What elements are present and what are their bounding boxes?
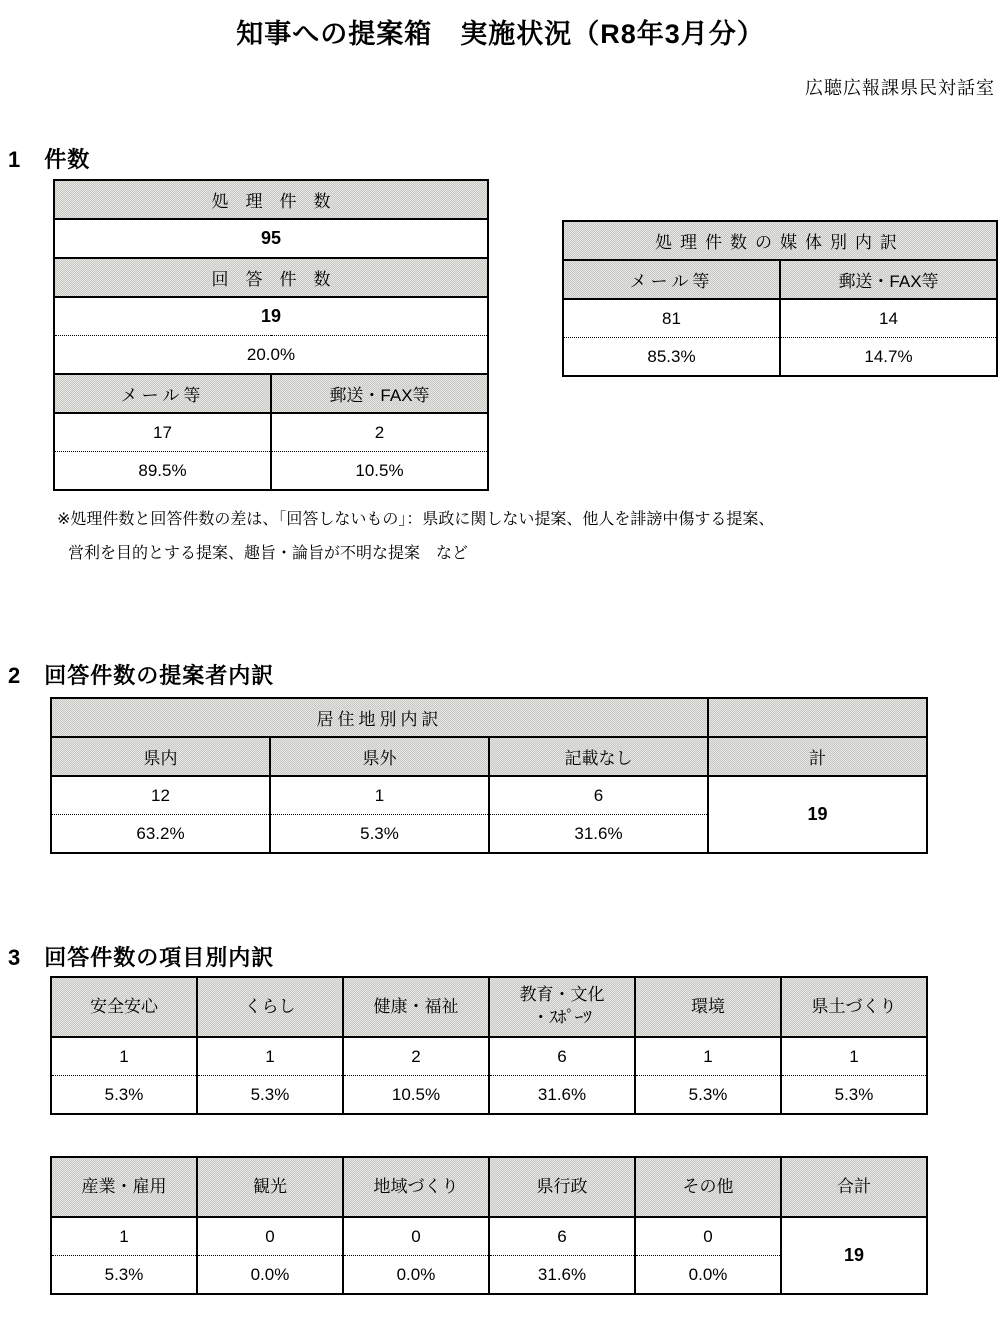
cat-other-header: その他: [635, 1157, 781, 1217]
answered-count-percent: 20.0%: [54, 336, 488, 375]
cat-living-count: 1: [197, 1037, 343, 1076]
section3-heading: 3 回答件数の項目別内訳: [8, 945, 275, 970]
media-mail-header: メール等: [563, 260, 780, 299]
answered-count-value: 19: [54, 297, 488, 336]
mail-count: 17: [54, 413, 271, 452]
page-title: 知事への提案箱 実施状況（R8年3月分）: [236, 19, 765, 49]
cat-health-welfare-count: 2: [343, 1037, 489, 1076]
cat-living-header: くらし: [197, 977, 343, 1037]
cat-region-dev-count: 0: [343, 1217, 489, 1256]
residence-group-header: 居住地別内訳: [51, 698, 708, 737]
cat-industry-percent: 5.3%: [51, 1256, 197, 1295]
category-table-2: [50, 1156, 928, 1295]
out-pref-header: 県外: [270, 737, 489, 776]
footnote-line-1: ※処理件数と回答件数の差は、「回答しないもの」：県政に関しない提案、他人を誹謗中傷する提案、: [57, 511, 775, 528]
cat-tourism-count: 0: [197, 1217, 343, 1256]
cat-tourism-percent: 0.0%: [197, 1256, 343, 1295]
section1-heading: 1 件数: [8, 147, 91, 172]
cat-land-dev-count: 1: [781, 1037, 927, 1076]
section2-heading: 2 回答件数の提案者内訳: [8, 663, 275, 688]
cat-education-line1: 教育・文化: [519, 985, 605, 1005]
not-stated-percent: 31.6%: [489, 815, 708, 854]
cat-education-line2: ・ｽﾎﾟｰﾂ: [532, 1008, 592, 1027]
grand-total-header: 合計: [781, 1157, 927, 1217]
department-name: 広聴広報課県民対話室: [805, 78, 995, 98]
cat-region-dev-percent: 0.0%: [343, 1256, 489, 1295]
category-table-1: [50, 976, 928, 1115]
cat-region-dev-header: 地域づくり: [343, 1157, 489, 1217]
post-fax-column-header: 郵送・FAX等: [271, 374, 488, 413]
cat-other-percent: 0.0%: [635, 1256, 781, 1295]
in-pref-header: 県内: [51, 737, 270, 776]
cat-education-count: 6: [489, 1037, 635, 1076]
post-fax-percent: 10.5%: [271, 452, 488, 491]
out-pref-percent: 5.3%: [270, 815, 489, 854]
cat-pref-admin-percent: 31.6%: [489, 1256, 635, 1295]
cat-environment-count: 1: [635, 1037, 781, 1076]
in-pref-percent: 63.2%: [51, 815, 270, 854]
media-breakdown-title: 処理件数の媒体別内訳: [563, 221, 997, 260]
media-post-fax-header: 郵送・FAX等: [780, 260, 997, 299]
cat-living-percent: 5.3%: [197, 1076, 343, 1115]
cat-safety-header: 安全安心: [51, 977, 197, 1037]
cat-pref-admin-header: 県行政: [489, 1157, 635, 1217]
cat-land-dev-percent: 5.3%: [781, 1076, 927, 1115]
post-fax-count: 2: [271, 413, 488, 452]
cat-land-dev-header: 県土づくり: [781, 977, 927, 1037]
total-header-spacer: [708, 698, 927, 737]
footnote-line-2: 営利を目的とする提案、趣旨・論旨が不明な提案 など: [68, 545, 469, 562]
processed-count-value: 95: [54, 219, 488, 258]
mail-percent: 89.5%: [54, 452, 271, 491]
cat-pref-admin-count: 6: [489, 1217, 635, 1256]
counts-table: [53, 179, 489, 491]
total-count: 19: [708, 776, 927, 853]
cat-other-count: 0: [635, 1217, 781, 1256]
cat-environment-percent: 5.3%: [635, 1076, 781, 1115]
processed-count-header: 処 理 件 数: [54, 180, 488, 219]
media-post-fax-count: 14: [780, 299, 997, 338]
cat-health-welfare-percent: 10.5%: [343, 1076, 489, 1115]
not-stated-count: 6: [489, 776, 708, 815]
media-mail-percent: 85.3%: [563, 338, 780, 377]
media-post-fax-percent: 14.7%: [780, 338, 997, 377]
proposer-breakdown-table: [50, 697, 928, 854]
mail-column-header: メール等: [54, 374, 271, 413]
footnote: [57, 503, 774, 571]
media-mail-count: 81: [563, 299, 780, 338]
cat-industry-count: 1: [51, 1217, 197, 1256]
cat-education-percent: 31.6%: [489, 1076, 635, 1115]
total-header: 計: [708, 737, 927, 776]
cat-industry-header: 産業・雇用: [51, 1157, 197, 1217]
answered-count-header: 回 答 件 数: [54, 258, 488, 297]
cat-education-culture-sports-header: [489, 977, 635, 1037]
cat-health-welfare-header: 健康・福祉: [343, 977, 489, 1037]
grand-total-count: 19: [781, 1217, 927, 1294]
cat-tourism-header: 観光: [197, 1157, 343, 1217]
cat-environment-header: 環境: [635, 977, 781, 1037]
cat-safety-percent: 5.3%: [51, 1076, 197, 1115]
not-stated-header: 記載なし: [489, 737, 708, 776]
media-breakdown-table: [562, 220, 998, 377]
out-pref-count: 1: [270, 776, 489, 815]
cat-safety-count: 1: [51, 1037, 197, 1076]
in-pref-count: 12: [51, 776, 270, 815]
